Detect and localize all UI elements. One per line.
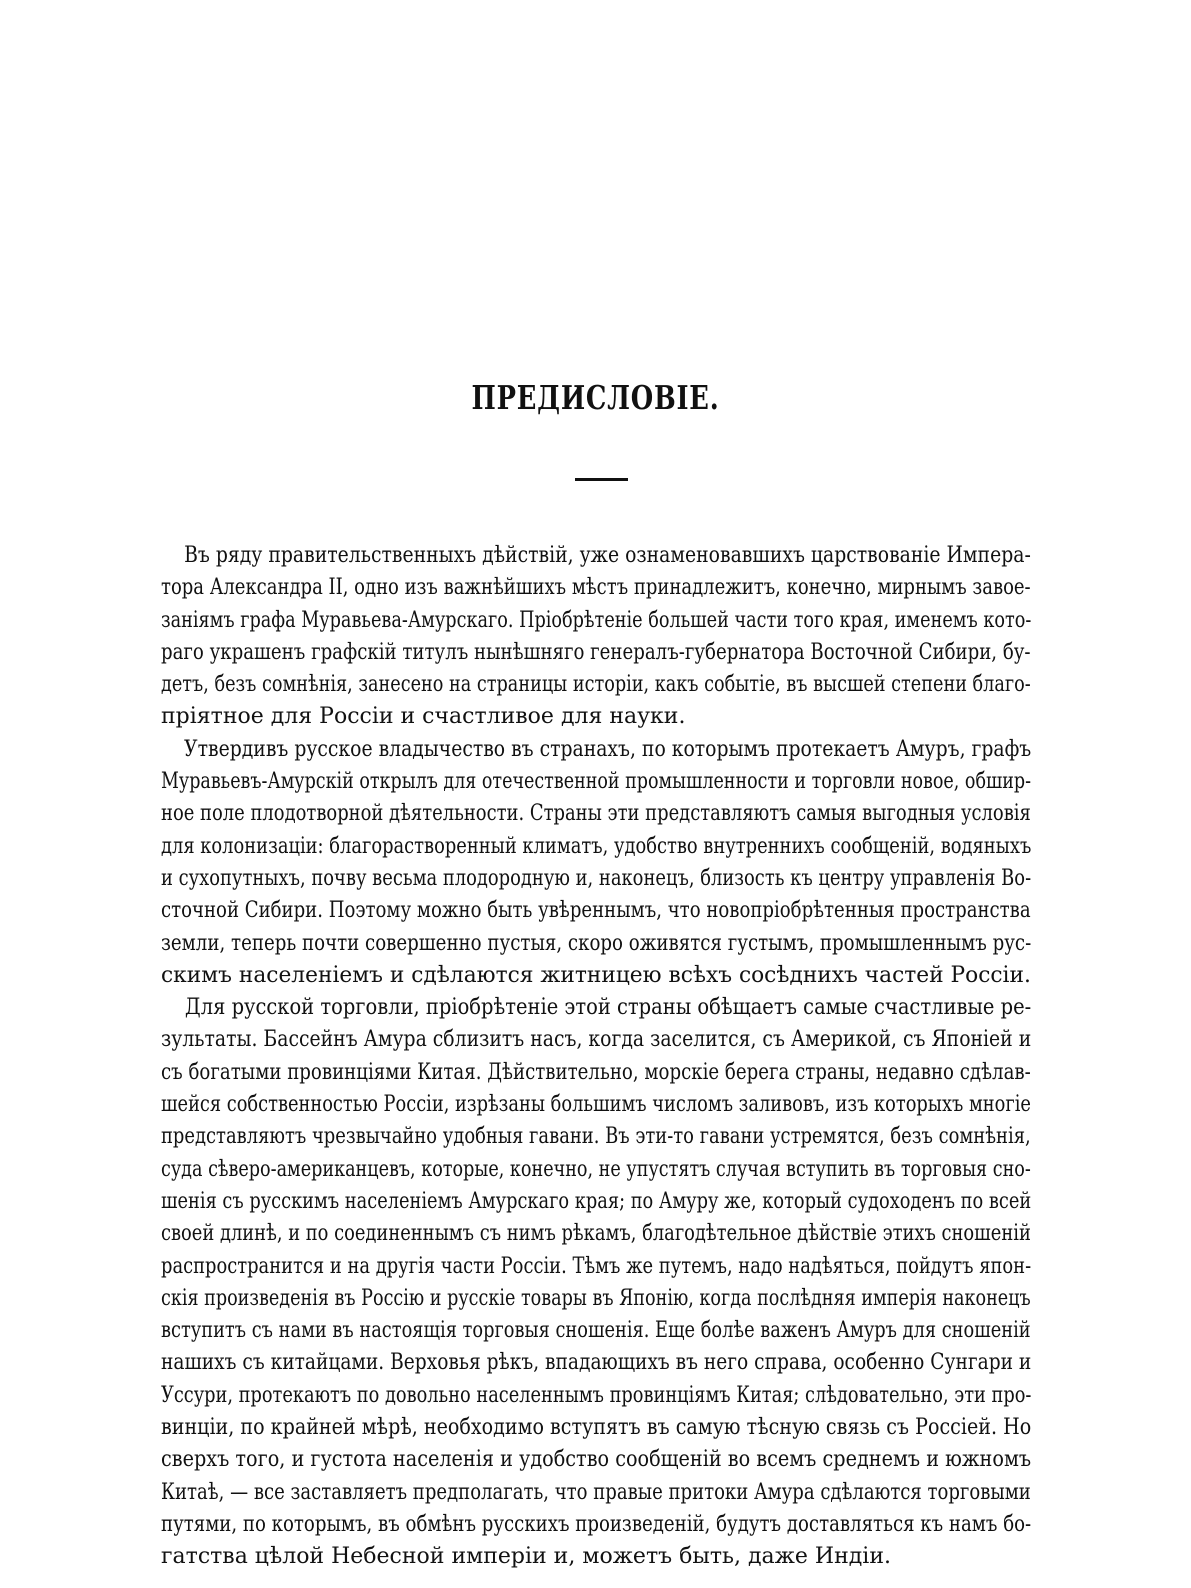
text-line: раго украшенъ графскій титулъ нынѣшняго генералъ-губернатора Восточной Сибири, бу- xyxy=(161,639,1031,665)
text-line: гатства цѣлой Небесной имперіи и, можетъ быть, даже Индіи. xyxy=(161,1544,891,1570)
text-line: суда сѣверо-американцевъ, которые, конечно, не упустятъ случая вступить въ торговыя сно- xyxy=(161,1156,1031,1182)
text-line: сточной Сибири. Поэтому можно быть увѣреннымъ, что новопріобрѣтенныя пространства xyxy=(161,898,1031,924)
text-line: шенія съ русскимъ населеніемъ Амурскаго края; по Амуру же, который судоходенъ по всей xyxy=(161,1188,1032,1214)
text-line: зультаты. Бассейнъ Амура сблизитъ насъ, когда заселится, съ Америкой, съ Японіей и xyxy=(161,1027,1032,1053)
text-line: вступитъ съ нами въ настоящія торговыя сношенія. Еще болѣе важенъ Амуръ для сношеній xyxy=(161,1318,1031,1344)
text-line: шейся собственностью Россіи, изрѣзаны большимъ числомъ заливовъ, изъ которыхъ многіе xyxy=(161,1092,1031,1118)
text-line: заніямъ графа Муравьева-Амурскаго. Пріобрѣтеніе большей части того края, именемъ кото- xyxy=(161,607,1032,633)
text-line: Муравьевъ-Амурскій открылъ для отечественной промышленности и торговли новое, обшир- xyxy=(161,769,1032,795)
text-line: скимъ населеніемъ и сдѣлаются житницею всѣхъ сосѣднихъ частей Россіи. xyxy=(161,962,1031,988)
text-line: скія произведенія въ Россію и русскіе товары въ Японію, когда послѣдняя имперія наконецъ xyxy=(161,1285,1031,1311)
text-line: своей длинѣ, и по соединеннымъ съ нимъ рѣкамъ, благодѣтельное дѣйствіе этихъ сношеній xyxy=(161,1221,1031,1247)
text-line: Для русской торговли, пріобрѣтеніе этой страны обѣщаетъ самые счастливые ре- xyxy=(184,995,1032,1021)
text-line: путями, по которымъ, въ обмѣнъ русскихъ произведеній, будутъ доставляться къ намъ бо- xyxy=(161,1511,1032,1537)
page-title: ПРЕДИСЛОВІЕ. xyxy=(471,378,720,417)
text-line: тора Александра II, одно изъ важнѣйшихъ мѣстъ принадлежитъ, конечно, мирнымъ завое- xyxy=(161,575,1031,601)
text-line: детъ, безъ сомнѣнія, занесено на страницы исторіи, какъ событіе, въ высшей степени благо- xyxy=(161,672,1031,698)
text-line: Китаѣ, — все заставляетъ предполагать, что правые притоки Амура сдѣлаются торговыми xyxy=(161,1479,1031,1505)
preface-body xyxy=(161,540,1031,1574)
text-line: нашихъ съ китайцами. Верховья рѣкъ, впадающихъ въ него справа, особенно Сунгари и xyxy=(161,1350,1032,1376)
text-line: для колонизаціи: благорастворенный климатъ, удобство внутреннихъ сообщеній, водяныхъ xyxy=(161,833,1032,859)
text-line: и сухопутныхъ, почву весьма плодородную и, наконецъ, близость къ центру управленія Во- xyxy=(161,865,1032,891)
title-divider xyxy=(575,478,628,481)
text-line: Утвердивъ русское владычество въ странахъ, по которымъ протекаетъ Амуръ, графъ xyxy=(184,736,1032,762)
text-line: земли, теперь почти совершенно пустыя, скоро оживятся густымъ, промышленнымъ рус- xyxy=(161,930,1032,956)
text-line: Въ ряду правительственныхъ дѣйствій, уже ознаменовавшихъ царствованіе Импера- xyxy=(184,543,1031,568)
text-line: представляютъ чрезвычайно удобныя гавани. Въ эти-то гавани устремятся, безъ сомнѣнія, xyxy=(161,1124,1031,1150)
text-line: винціи, по крайней мѣрѣ, необходимо вступятъ въ самую тѣсную связь съ Россіей. Но xyxy=(161,1415,1032,1441)
text-line: ное поле плодотворной дѣятельности. Страны эти представляютъ самыя выгодныя условія xyxy=(161,801,1031,827)
text-line: сверхъ того, и густота населенія и удобство сообщеній во всемъ среднемъ и южномъ xyxy=(161,1447,1032,1473)
text-line: Уссури, протекаютъ по довольно населеннымъ провинціямъ Китая; слѣдовательно, эти про- xyxy=(161,1382,1032,1408)
text-line: пріятное для Россіи и счастливое для науки. xyxy=(161,704,686,730)
text-line: распространится и на другія части Россіи. Тѣмъ же путемъ, надо надѣяться, пойдутъ япон- xyxy=(161,1253,1032,1279)
text-line: съ богатыми провинціями Китая. Дѣйствительно, морскіе берега страны, недавно сдѣлав- xyxy=(161,1059,1031,1085)
